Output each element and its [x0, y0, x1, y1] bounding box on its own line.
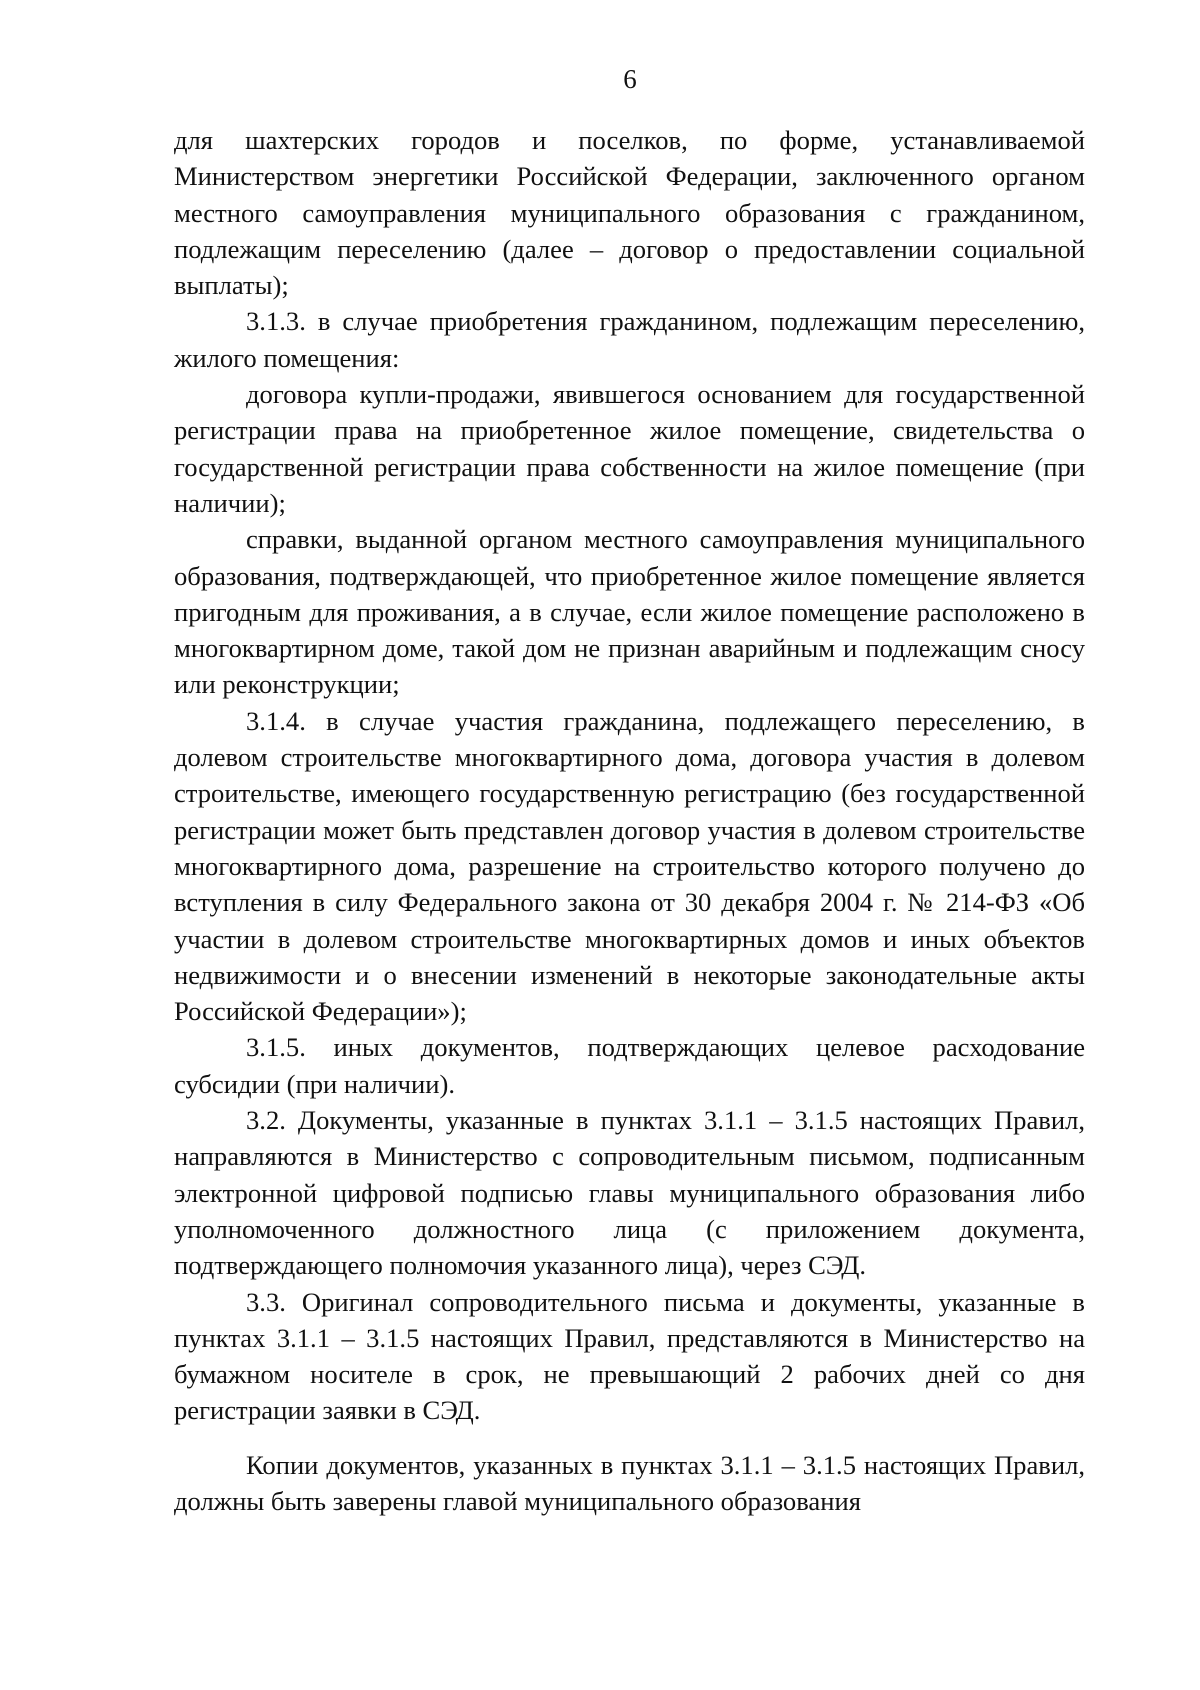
paragraph-3-1-3: 3.1.3. в случае приобретения гражданином, подлежащим переселению, жилого помещения: [174, 306, 1085, 373]
paragraph-3-2: 3.2. Документы, указанные в пунктах 3.1.1 – 3.1.5 настоящих Правил, направляются в Министерство с сопроводительным письмом, подписанным электронной цифровой подписью главы муниципального образования либо уполномоченного должностного лица (с приложением документа, подтверждающего полномочия указанного лица), через СЭД. [174, 1105, 1085, 1281]
page-number: 6 [623, 64, 637, 94]
paragraph-continuation: для шахтерских городов и поселков, по форме, устанавливаемой Министерством энергетики Российской Федерации, заключенного органом местного самоуправления муниципального образования с гражданином, подлежащим переселению (далее – договор о предоставлении социальной выплаты); [174, 125, 1085, 301]
paragraph-sale-contract: договора купли-продажи, явившегося основанием для государственной регистрации права на приобретенное жилое помещение, свидетельства о государственной регистрации права собственности на жилое помещение (при наличии); [174, 379, 1085, 518]
paragraph-certificate: справки, выданной органом местного самоуправления муниципального образования, подтверждающей, что приобретенное жилое помещение является пригодным для проживания, а в случае, если жилое помещение расположено в многоквартирном доме, такой дом не признан аварийным и подлежащим сносу или реконструкции; [174, 524, 1085, 700]
document-body [174, 122, 1085, 1519]
paragraph-3-1-5: 3.1.5. иных документов, подтверждающих целевое расходование субсидии (при наличии). [174, 1032, 1085, 1099]
paragraph-3-3: 3.3. Оригинал сопроводительного письма и документы, указанные в пунктах 3.1.1 – 3.1.5 настоящих Правил, представляются в Министерство на бумажном носителе в срок, не превышающий 2 рабочих дней со дня регистрации заявки в СЭД. [174, 1286, 1085, 1426]
paragraph-3-1-4: 3.1.4. в случае участия гражданина, подлежащего переселению, в долевом строительстве многоквартирного дома, договора участия в долевом строительстве, имеющего государственную регистрацию (без государственной регистрации может быть представлен договор участия в долевом строительстве многоквартирного дома, разрешение на строительство которого получено до вступления в силу Федерального закона от 30 декабря 2004 г. № 214-ФЗ «Об участии в долевом строительстве многоквартирных домов и иных объектов недвижимости и о внесении изменений в некоторые законодательные акты Российской Федерации»); [174, 705, 1085, 1027]
paragraph-copies: Копии документов, указанных в пунктах 3.1.1 – 3.1.5 настоящих Правил, должны быть заверены главой муниципального образования [174, 1449, 1085, 1516]
